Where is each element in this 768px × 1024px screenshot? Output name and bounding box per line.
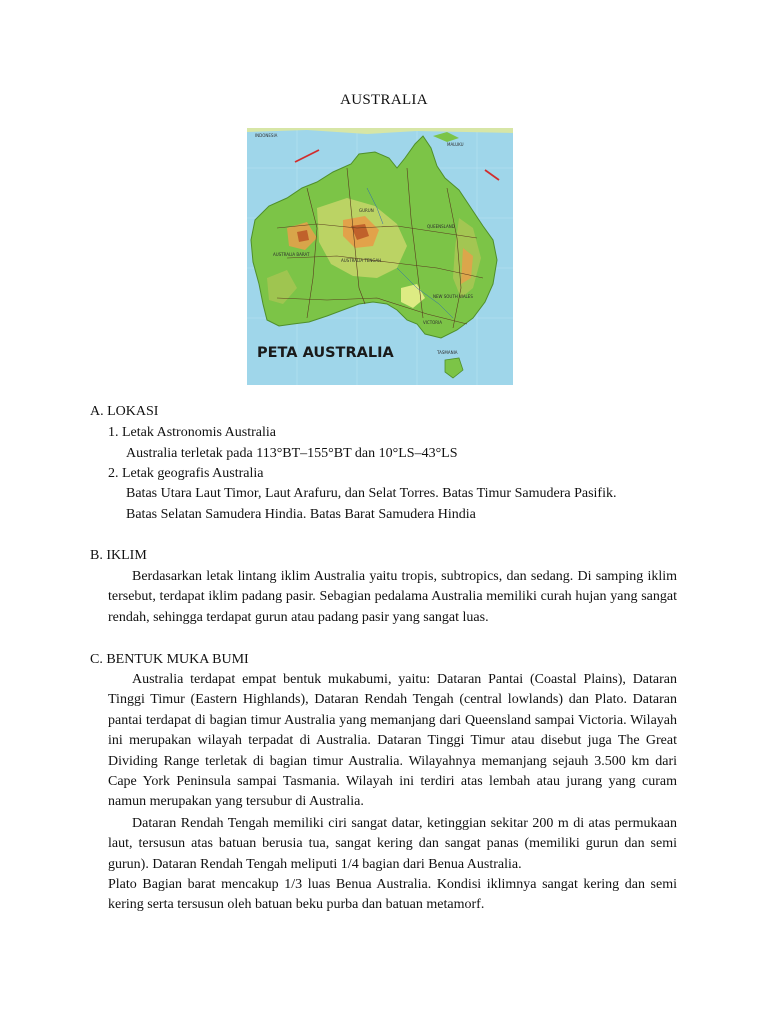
australia-map-image <box>247 128 513 385</box>
section-b-paragraph: Berdasarkan letak lintang iklim Australia yaitu tropis, subtropics, dan sedang. Di samping iklim tersebut, terdapat iklim padang pasir. Sebagian pedalama Australia memiliki curah hujan yang sangat rendah, sehingga terdapat gurun atau padang pasir yang sangat luas. <box>108 569 677 625</box>
section-a-item2-line2: Batas Selatan Samudera Hindia. Batas Barat Samudera Hindia <box>126 507 476 522</box>
section-c-paragraph-1: Australia terdapat empat bentuk mukabumi, yaitu: Dataran Pantai (Coastal Plains), Dataran Tinggi Timur (Eastern Highlands), Dataran Rendah Tengah (central lowlands) dan Plato. Dataran pantai terdapat di bagian timur Australia yang memanjang dari Queensland sampai Victoria. Wilayah ini merupakan wilayah terpadat di Australia. Dataran Tinggi Timur atau disebut juga The Great Dividing Range terletak di bagian timur Australia. Wilayahnya memanjang sejauh 3.500 km dari Cape York Peninsula sampai Tasmania. Wilayah ini terdiri atas lembah atau jurang yang curam namun merupakan yang tersubur di Australia. <box>108 672 677 810</box>
map-caption: PETA AUSTRALIA <box>257 345 394 361</box>
section-a-item1-text: Australia terletak pada 113°BT–155°BT dan 10°LS–43°LS <box>126 446 458 461</box>
map-label-victoria: VICTORIA <box>423 320 442 325</box>
map-label-wa: AUSTRALIA BARAT <box>273 252 310 257</box>
section-a-heading: A. LOKASI <box>90 404 159 419</box>
section-c-heading: C. BENTUK MUKA BUMI <box>90 652 249 667</box>
section-c-paragraph-2: Dataran Rendah Tengah memiliki ciri sangat datar, ketinggian sekitar 200 m di atas permukaan laut, tersusun atas batuan berusia tua, sangat kering dan sangat panas (memiliki gurun dan semi gurun). Dataran Rendah Tengah meliputi 1/4 bagian dari Benua Australia. <box>108 816 677 872</box>
map-label-indonesia: INDONESIA <box>255 133 278 138</box>
section-a-item2-line1: Batas Utara Laut Timor, Laut Arafuru, dan Selat Torres. Batas Timur Samudera Pasifik. <box>126 486 617 501</box>
section-a-item1-heading: 1. Letak Astronomis Australia <box>108 425 276 440</box>
map-label-tasmania: TASMANIA <box>437 350 458 355</box>
map-label-gurun: GURUN <box>359 208 374 213</box>
section-a-item2-heading: 2. Letak geografis Australia <box>108 466 264 481</box>
map-label-queensland: QUEENSLAND <box>427 224 455 229</box>
section-c-paragraph-3: Plato Bagian barat mencakup 1/3 luas Benua Australia. Kondisi iklimnya sangat kering dan semi kering serta tersusun oleh batuan beku purba dan batuan metamorf. <box>108 877 677 913</box>
australia-map-graphic <box>247 128 513 385</box>
section-b-heading: B. IKLIM <box>90 548 147 563</box>
map-label-maluku: MALUKU <box>447 142 464 147</box>
map-label-nsw: NEW SOUTH WALES <box>433 294 473 299</box>
document-title: AUSTRALIA <box>340 92 428 108</box>
map-label-central: AUSTRALIA TENGAH <box>341 258 382 263</box>
